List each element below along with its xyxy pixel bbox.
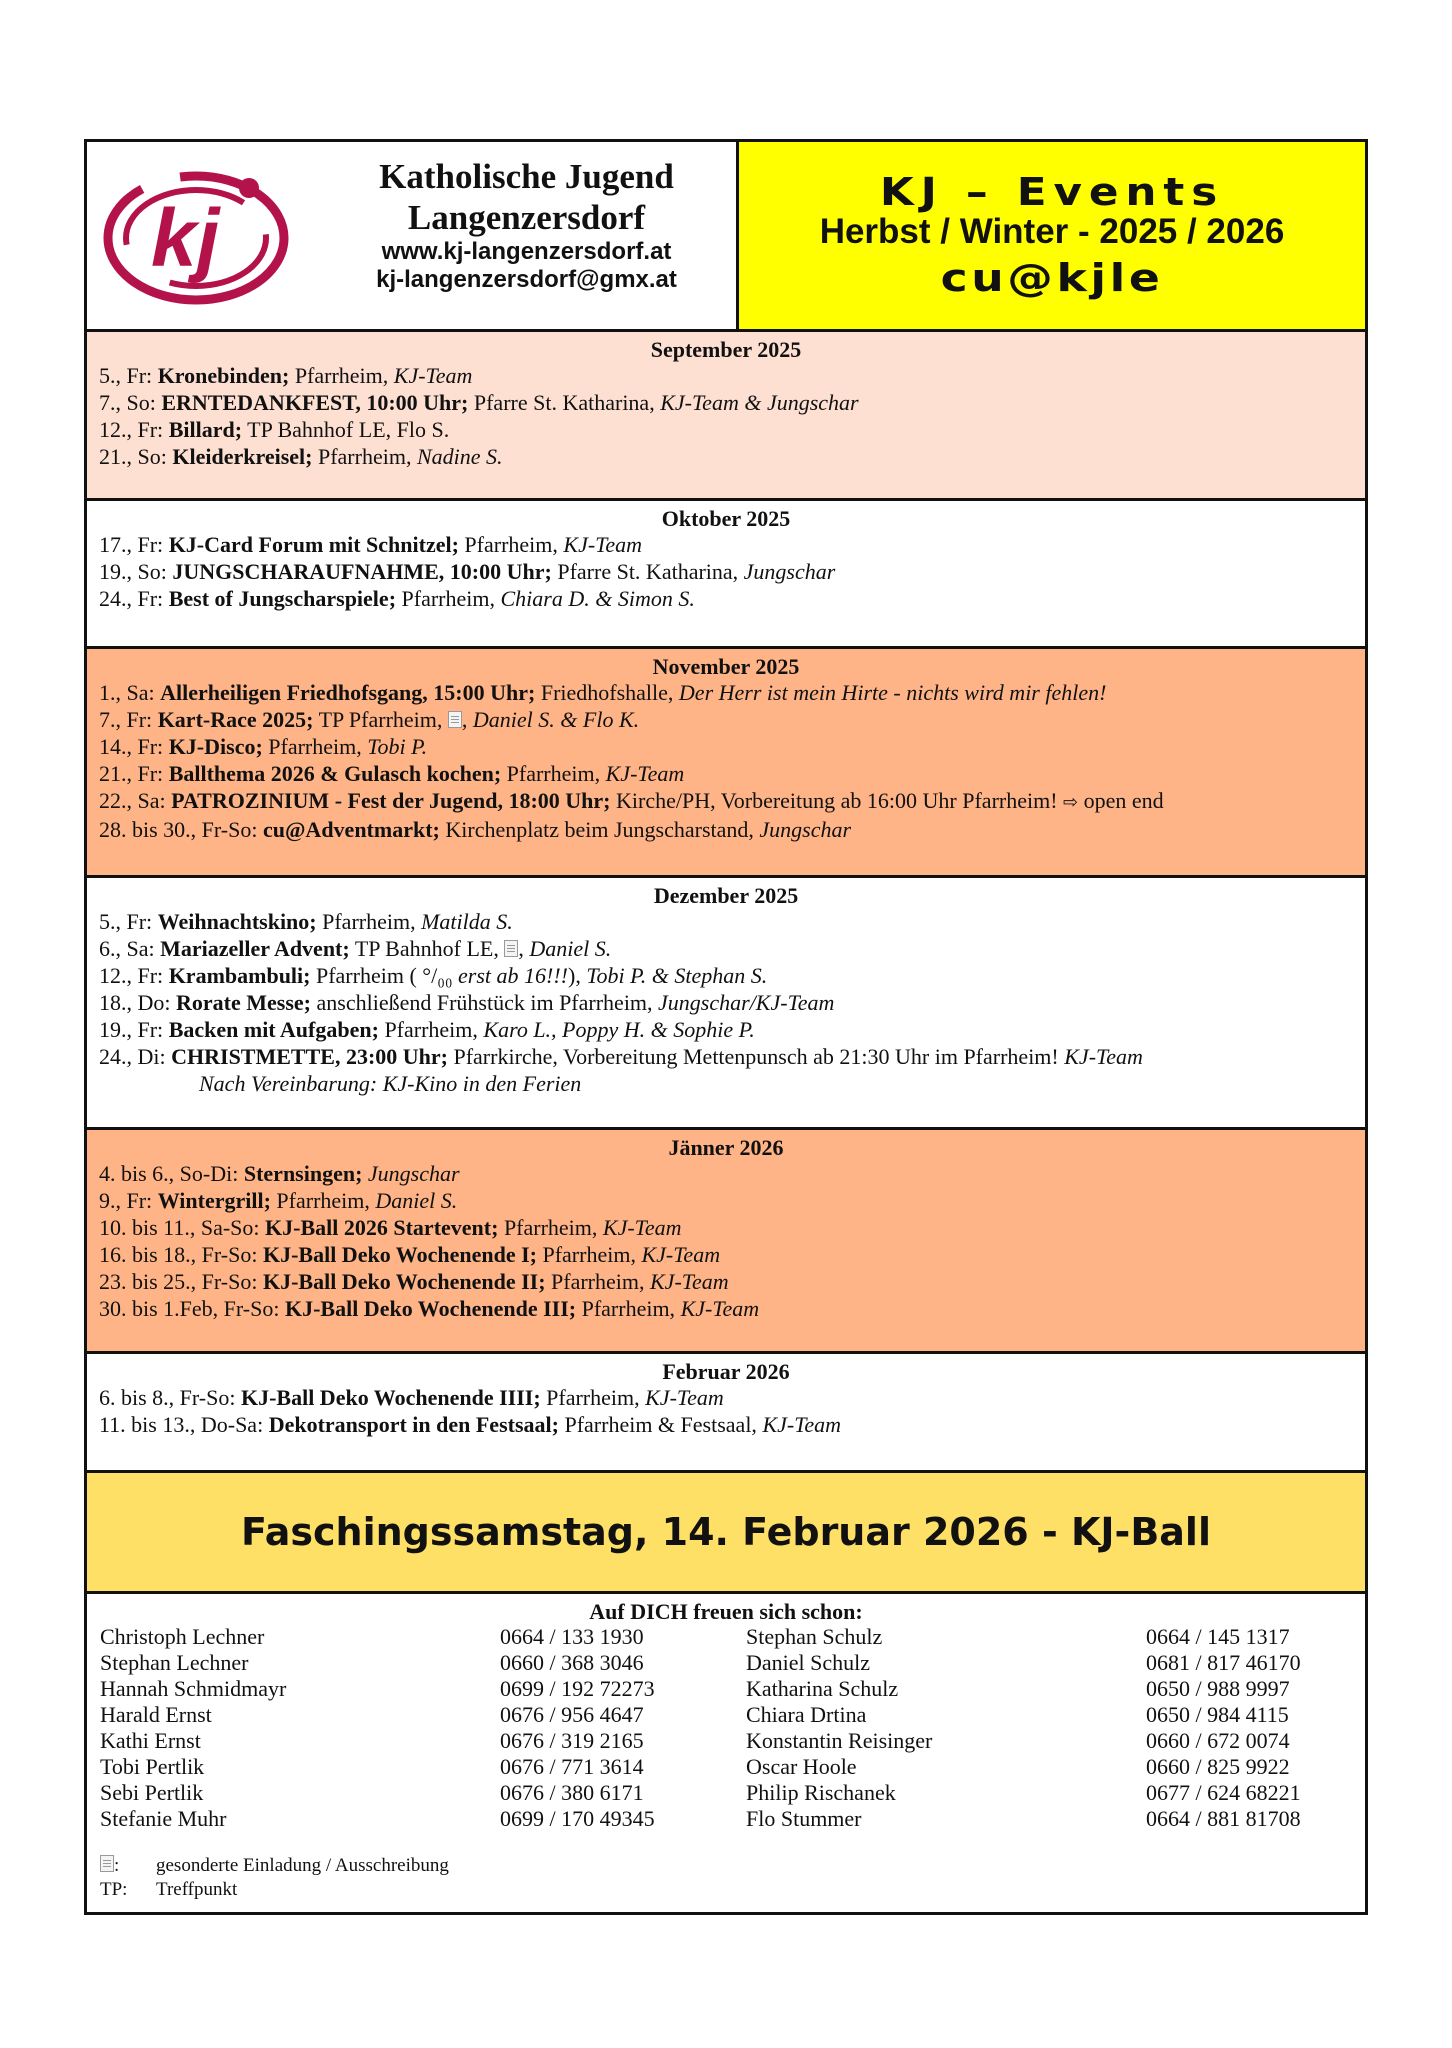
event-row: 6., Sa: Mariazeller Advent; TP Bahnhof LE, , Daniel S. (99, 936, 612, 961)
contact-phone: 0650 / 984 4115 (1146, 1702, 1289, 1727)
event-row (87, 1268, 1365, 1295)
legend-key (100, 1878, 156, 1902)
event-row: 7., Fr: Kart-Race 2025; TP Pfarrheim, , Daniel S. & Flo K. (99, 707, 640, 732)
month-title: Dezember 2025 (653, 883, 799, 908)
event-row (87, 1411, 1365, 1438)
event-date: 24., Di: (99, 1044, 166, 1069)
month-title: September 2025 (650, 337, 802, 362)
event-name: Allerheiligen Friedhofsgang, 15:00 Uhr; (160, 680, 536, 705)
event-date: 19., Fr: (99, 1017, 164, 1042)
event-organizer: KJ-Team (762, 1412, 842, 1437)
event-row (87, 531, 1365, 558)
event-name: Sternsingen; (243, 1161, 363, 1186)
event-row (87, 443, 1365, 470)
contact-phone: 0681 / 817 46170 (1146, 1650, 1301, 1675)
season-title: Herbst / Winter - 2025 / 2026 (819, 212, 1285, 251)
events-title-panel (739, 142, 1365, 329)
event-location: Friedhofshalle, (540, 680, 674, 705)
event-date: 30. bis 1.Feb, Fr-So: (99, 1296, 280, 1321)
event-name: KJ-Disco; (168, 734, 263, 759)
event-row (87, 816, 1365, 843)
event-date: 17., Fr: (99, 532, 164, 557)
event-date: 14., Fr: (99, 734, 164, 759)
svg-text:kj: kj (151, 193, 220, 284)
contact-name: Flo Stummer (746, 1806, 862, 1831)
event-location: Pfarrheim, (581, 1296, 676, 1321)
event-date: 21., So: (99, 444, 167, 469)
event-location: Pfarrkirche, Vorbereitung Mettenpunsch ab 21:30 Uhr im Pfarrheim! (453, 1044, 1059, 1069)
contact-name: Stefanie Muhr (100, 1806, 227, 1831)
event-name: Krambambuli; (168, 963, 311, 988)
event-name: KJ-Ball Deko Wochenende II; (262, 1269, 546, 1294)
legend-key-text: TP: (100, 1879, 128, 1900)
event-organizer: KJ-Team (650, 1269, 729, 1294)
month-note: Nach Vereinbarung: KJ-Kino in den Ferien (199, 1071, 582, 1096)
event-date: 1., Sa: (99, 680, 155, 705)
event-name: cu@Adventmarkt; (262, 817, 440, 842)
event-date: 21., Fr: (99, 761, 164, 786)
month-section (87, 1354, 1365, 1473)
event-organizer: Karo L., Poppy H. & Sophie P. (483, 1017, 755, 1042)
org-name-line1: Katholische Jugend (379, 157, 674, 196)
legend-key (100, 1854, 156, 1878)
document-icon (448, 711, 462, 728)
event-row (87, 679, 1365, 706)
event-row (87, 1160, 1365, 1187)
event-organizer: Jungschar (743, 559, 836, 584)
event-name: Ballthema 2026 & Gulasch kochen; (168, 761, 502, 786)
event-organizer: KJ-Team (680, 1296, 760, 1321)
contact-phone: 0650 / 988 9997 (1146, 1676, 1290, 1701)
ball-banner (87, 1473, 1365, 1594)
event-location: anschließend Frühstück im Pfarrheim, (316, 990, 653, 1015)
event-organizer: KJ-Team (641, 1242, 721, 1267)
event-row (87, 733, 1365, 760)
month-section (87, 501, 1365, 649)
event-location: Pfarrheim, (268, 734, 362, 759)
event-name: Backen mit Aufgaben; (168, 1017, 379, 1042)
contact-name: Philip Rischanek (746, 1780, 896, 1805)
event-location: Pfarrheim, (551, 1269, 645, 1294)
event-location: Pfarrheim, (322, 909, 416, 934)
month-title: November 2025 (652, 654, 800, 679)
event-date: 23. bis 25., Fr-So: (99, 1269, 258, 1294)
event-row (87, 962, 1365, 989)
event-date: 18., Do: (99, 990, 171, 1015)
organization-info (327, 156, 726, 294)
event-name: KJ-Card Forum mit Schnitzel; (168, 532, 459, 557)
event-date: 12., Fr: (99, 417, 164, 442)
event-location: Kirchenplatz beim Jungscharstand, (445, 817, 754, 842)
event-date: 7., So: (99, 390, 156, 415)
contact-name: Konstantin Reisinger (746, 1728, 933, 1753)
event-location: Pfarre St. Katharina, (473, 390, 655, 415)
month-section (87, 649, 1365, 878)
event-organizer: KJ-Team (563, 532, 643, 557)
contact-phone: 0660 / 368 3046 (500, 1650, 644, 1675)
event-date: 5., Fr: (99, 363, 153, 388)
event-date: 11. bis 13., Do-Sa: (99, 1412, 264, 1437)
event-note-close: ), (568, 963, 581, 988)
event-location: Pfarrheim ( °/₀₀ (315, 963, 453, 988)
legend-text: gesonderte Einladung / Ausschreibung (156, 1855, 449, 1876)
month-title: Oktober 2025 (661, 506, 791, 531)
event-organizer: KJ-Team (605, 761, 685, 786)
event-row (87, 1187, 1365, 1214)
org-name-line2: Langenzersdorf (407, 198, 646, 237)
contact-name: Stephan Schulz (746, 1624, 883, 1649)
event-name: KJ-Ball Deko Wochenende IIII; (240, 1385, 541, 1410)
event-name: Rorate Messe; (176, 990, 311, 1015)
event-organizer: KJ-Team & Jungschar (660, 390, 859, 415)
event-date: 16. bis 18., Fr-So: (99, 1242, 258, 1267)
contact-name: Tobi Pertlik (100, 1754, 205, 1779)
event-date: 24., Fr: (99, 586, 164, 611)
event-date: 22., Sa: (99, 788, 166, 813)
event-organizer: Nadine S. (416, 444, 503, 469)
event-row (87, 1241, 1365, 1268)
event-location: Pfarrheim, (546, 1385, 640, 1410)
month-section (87, 332, 1365, 501)
contact-name: Chiara Drtina (746, 1702, 867, 1727)
website-link[interactable]: www.kj-langenzersdorf.at (381, 238, 672, 265)
event-name: PATROZINIUM - Fest der Jugend, 18:00 Uhr; (171, 788, 611, 813)
kj-logo-icon (101, 166, 291, 306)
event-name: Mariazeller Advent; (160, 936, 350, 961)
contact-phone: 0699 / 170 49345 (500, 1806, 655, 1831)
event-name: Kronebinden; (157, 363, 290, 388)
ball-announcement: Faschingssamstag, 14. Februar 2026 - KJ-Ball (241, 1510, 1211, 1554)
event-organizer: Daniel S. (375, 1188, 458, 1213)
email-link[interactable]: kj-langenzersdorf@gmx.at (376, 266, 677, 293)
header (87, 142, 1365, 332)
event-row (87, 558, 1365, 585)
event-name: CHRISTMETTE, 23:00 Uhr; (171, 1044, 448, 1069)
event-date: 4. bis 6., So-Di: (99, 1161, 239, 1186)
event-organizer: Chiara D. & Simon S. (500, 586, 695, 611)
organization-panel (87, 142, 739, 329)
arrow-right-icon: ⇨ (1063, 792, 1079, 813)
event-name: KJ-Ball 2026 Startevent; (265, 1215, 499, 1240)
contact-phone: 0664 / 145 1317 (1146, 1624, 1290, 1649)
event-date: 7., Fr: (99, 707, 153, 732)
month-section (87, 878, 1365, 1130)
event-name: Wintergrill; (157, 1188, 271, 1213)
legend-row (100, 1854, 1365, 1878)
contact-name: Kathi Ernst (100, 1728, 201, 1753)
event-organizer: Matilda S. (421, 909, 513, 934)
contact-phone: 0676 / 319 2165 (500, 1728, 644, 1753)
event-organizer: Jungschar/KJ-Team (658, 990, 835, 1015)
event-location: TP Bahnhof LE, (354, 936, 499, 961)
event-row (87, 416, 1365, 443)
event-flyer (84, 139, 1368, 1915)
contact-name: Sebi Pertlik (100, 1780, 204, 1805)
tagline: cu@kjle (940, 256, 1164, 300)
event-row (87, 908, 1365, 935)
event-organizer: Tobi P. & Stephan S. (586, 963, 768, 988)
contact-name: Oscar Hoole (746, 1754, 857, 1779)
event-name: Weihnachtskino; (157, 909, 317, 934)
event-date: 12., Fr: (99, 963, 164, 988)
events-title: KJ – Events (879, 170, 1225, 214)
legend-key-text: : (114, 1855, 120, 1876)
event-name: Dekotransport in den Festsaal; (268, 1412, 559, 1437)
contacts-section (87, 1594, 1365, 1832)
event-row (87, 787, 1365, 816)
contact-name: Stephan Lechner (100, 1650, 249, 1675)
event-organizer: Jungschar (367, 1161, 460, 1186)
contact-phone: 0664 / 133 1930 (500, 1624, 644, 1649)
contact-phone: 0677 / 624 68221 (1146, 1780, 1301, 1805)
event-name: ERNTEDANKFEST, 10:00 Uhr; (161, 390, 469, 415)
event-location: Pfarrheim, (276, 1188, 370, 1213)
event-organizer: Daniel S. & Flo K. (472, 707, 640, 732)
event-date: 28. bis 30., Fr-So: (99, 817, 258, 842)
event-location: Pfarrheim, (294, 363, 389, 388)
event-location: Pfarrheim & Festsaal, (564, 1412, 757, 1437)
event-name: KJ-Ball Deko Wochenende III; (284, 1296, 577, 1321)
event-row (87, 1043, 1365, 1070)
legend-text: Treffpunkt (156, 1879, 238, 1900)
contact-phone: 0676 / 380 6171 (500, 1780, 644, 1805)
event-organizer: Tobi P. (367, 734, 428, 759)
event-row (87, 1214, 1365, 1241)
event-date: 10. bis 11., Sa-So: (99, 1215, 260, 1240)
contact-name: Daniel Schulz (746, 1650, 871, 1675)
contacts-grid (87, 1624, 1365, 1832)
event-location: Pfarrheim, (506, 761, 601, 786)
event-date: 6. bis 8., Fr-So: (99, 1385, 236, 1410)
event-location: TP Pfarrheim, (318, 707, 443, 732)
event-name: Kart-Race 2025; (157, 707, 314, 732)
event-organizer: KJ-Team (393, 363, 473, 388)
event-name: Best of Jungscharspiele; (168, 586, 397, 611)
event-location: Pfarrheim, (384, 1017, 478, 1042)
month-section (87, 1130, 1365, 1354)
event-row (87, 585, 1365, 612)
event-organizer: KJ-Team (645, 1385, 724, 1410)
event-tail: open end (1083, 788, 1164, 813)
event-date: 9., Fr: (99, 1188, 153, 1213)
contact-phone: 0676 / 771 3614 (500, 1754, 644, 1779)
contact-phone: 0660 / 672 0074 (1146, 1728, 1290, 1753)
event-date: 5., Fr: (99, 909, 153, 934)
event-name: Kleiderkreisel; (172, 444, 313, 469)
event-name: JUNGSCHARAUFNAHME, 10:00 Uhr; (172, 559, 552, 584)
event-row (87, 1384, 1365, 1411)
event-location: Pfarrheim, (317, 444, 412, 469)
contacts-title: Auf DICH freuen sich schon: (589, 1599, 863, 1624)
document-icon (504, 940, 518, 957)
contact-name: Hannah Schmidmayr (100, 1676, 287, 1701)
event-location: Pfarrheim, (401, 586, 495, 611)
month-title: Jänner 2026 (668, 1135, 784, 1160)
event-organizer: Daniel S. (529, 936, 612, 961)
event-location: Kirche/PH, Vorbereitung ab 16:00 Uhr Pfarrheim! (616, 788, 1058, 813)
event-organizer: KJ-Team (1064, 1044, 1143, 1069)
legend (87, 1832, 1365, 1912)
contact-name: Harald Ernst (100, 1702, 212, 1727)
month-title: Februar 2026 (662, 1359, 790, 1384)
legend-row (100, 1878, 1365, 1902)
contact-phone: 0664 / 881 81708 (1146, 1806, 1301, 1831)
contact-phone: 0699 / 192 72273 (500, 1676, 655, 1701)
event-location: Pfarre St. Katharina, (557, 559, 739, 584)
event-row (87, 760, 1365, 787)
event-location: Pfarrheim, (503, 1215, 598, 1240)
contact-phone: 0660 / 825 9922 (1146, 1754, 1290, 1779)
event-organizer: KJ-Team (602, 1215, 682, 1240)
event-date: 6., Sa: (99, 936, 155, 961)
event-location: Pfarrheim, (542, 1242, 636, 1267)
event-name: KJ-Ball Deko Wochenende I; (262, 1242, 537, 1267)
event-row (87, 362, 1365, 389)
contact-phone: 0676 / 956 4647 (500, 1702, 644, 1727)
event-row (87, 389, 1365, 416)
event-name: Billard; (168, 417, 243, 442)
event-row (87, 1016, 1365, 1043)
contact-name: Christoph Lechner (100, 1624, 265, 1649)
event-row (87, 989, 1365, 1016)
contact-name: Katharina Schulz (746, 1676, 899, 1701)
document-icon (100, 1855, 114, 1872)
event-location: Pfarrheim, (464, 532, 558, 557)
event-note: erst ab 16!!! (458, 963, 569, 988)
event-location: TP Bahnhof LE, Flo S. (247, 417, 450, 442)
event-date: 19., So: (99, 559, 167, 584)
event-organizer: Der Herr ist mein Hirte - nichts wird mir fehlen! (678, 680, 1107, 705)
event-row (87, 1295, 1365, 1322)
event-organizer: Jungschar (759, 817, 852, 842)
